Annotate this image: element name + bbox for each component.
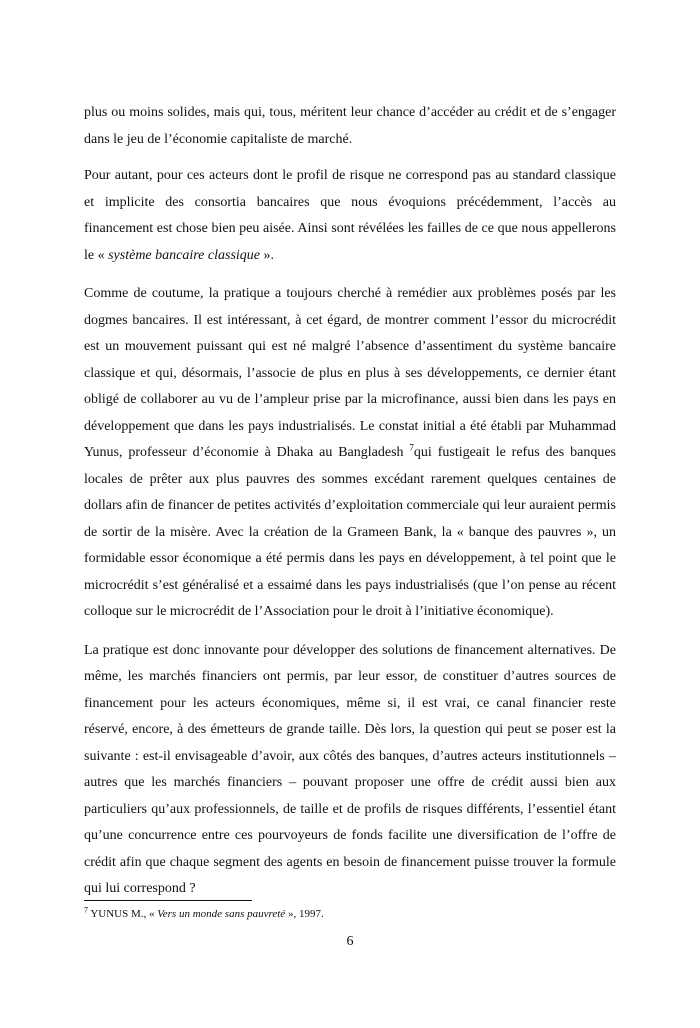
footnote-title: Vers un monde sans pauvreté bbox=[157, 908, 286, 920]
paragraph-4-text: La pratique est donc innovante pour développer des solutions de financement alternatives. De même, les marchés financiers ont permis, par leur essor, de constituer d’autres sources de financement pour les acteurs économiques, même si, il est vrai, ce canal financier reste réservé, encore, à des émetteurs de grande taille. Dès lors, la question qui peut se poser est la suivante : est-il envisageable d’avoir, aux côtés des banques, d’autres acteurs institutionnels – autres que les marchés financiers – pouvant proposer une offre de crédit aussi bien aux particuliers qu’aux professionnels, de taille et de profils de risques différents, l’essentiel étant qu’une concurrence entre ces pourvoyeurs de fonds facilite une diversification de l’offre de crédit afin que chaque segment des agents en besoin de financement puisse trouver la formule qui lui correspond ? bbox=[84, 642, 616, 896]
paragraph-3-text: Comme de coutume, la pratique a toujours cherché à remédier aux problèmes posés par les dogmes bancaires. Il est intéressant, à cet égard, de montrer comment l’essor du microcrédit est un mouvement puissant qui est né malgré l’absence d’assentiment du système bancaire classique et qui, désormais, l’associe de plus en plus à ses développements, ce dernier étant obligé de collaborer au vu de l’ampleur prise par la microfinance, aussi bien dans les pays en développement que dans les pays industrialisés. Le constat initial a été établi par Muhammad Yunus, professeur d’économie à Dhaka au Bangladesh bbox=[84, 286, 616, 460]
paragraph-1-text: plus ou moins solides, mais qui, tous, méritent leur chance d’accéder au crédit et de s’engager dans le jeu de l’économie capitaliste de marché. bbox=[84, 105, 616, 147]
paragraph-1 bbox=[84, 100, 616, 153]
paragraph-4 bbox=[84, 638, 616, 903]
footnote-number: 7 bbox=[84, 905, 88, 915]
paragraph-3 bbox=[84, 281, 616, 626]
paragraph-2-closing: ». bbox=[260, 247, 274, 263]
page-number: 6 bbox=[346, 934, 354, 949]
footnote-author: YUNUS M., « bbox=[88, 908, 158, 920]
footnote-reference: 7 bbox=[409, 442, 414, 453]
paragraph-3-continuation: qui fustigeait le refus des banques locales de prêter aux plus pauvres des sommes excédant rarement quelques centaines de dollars afin de financer de petites activités d’exploitation commerciale qui leur auraient permis de sortir de la misère. Avec la création de la Grameen Bank, la « banque des pauvres », un formidable essor économique a été permis dans les pays en développement, à tel point que le microcrédit s’est généralisé et a essaimé dans les pays industrialisés (que l’on pense au récent colloque sur le microcrédit de l’Association pour le droit à l’initiative économique). bbox=[84, 445, 616, 619]
paragraph-2 bbox=[84, 163, 616, 269]
footnote bbox=[84, 907, 324, 921]
footnote-separator bbox=[84, 900, 252, 901]
footnote-tail: », 1997. bbox=[285, 908, 324, 920]
paragraph-2-emphasis: système bancaire classique bbox=[108, 247, 260, 263]
paragraph-2-text: Pour autant, pour ces acteurs dont le profil de risque ne correspond pas au standard classique et implicite des consortia bancaires que nous évoquions précédemment, l’accès au financement est chose bien peu aisée. Ainsi sont révélées les failles de ce que nous appellerons le « bbox=[84, 168, 616, 263]
